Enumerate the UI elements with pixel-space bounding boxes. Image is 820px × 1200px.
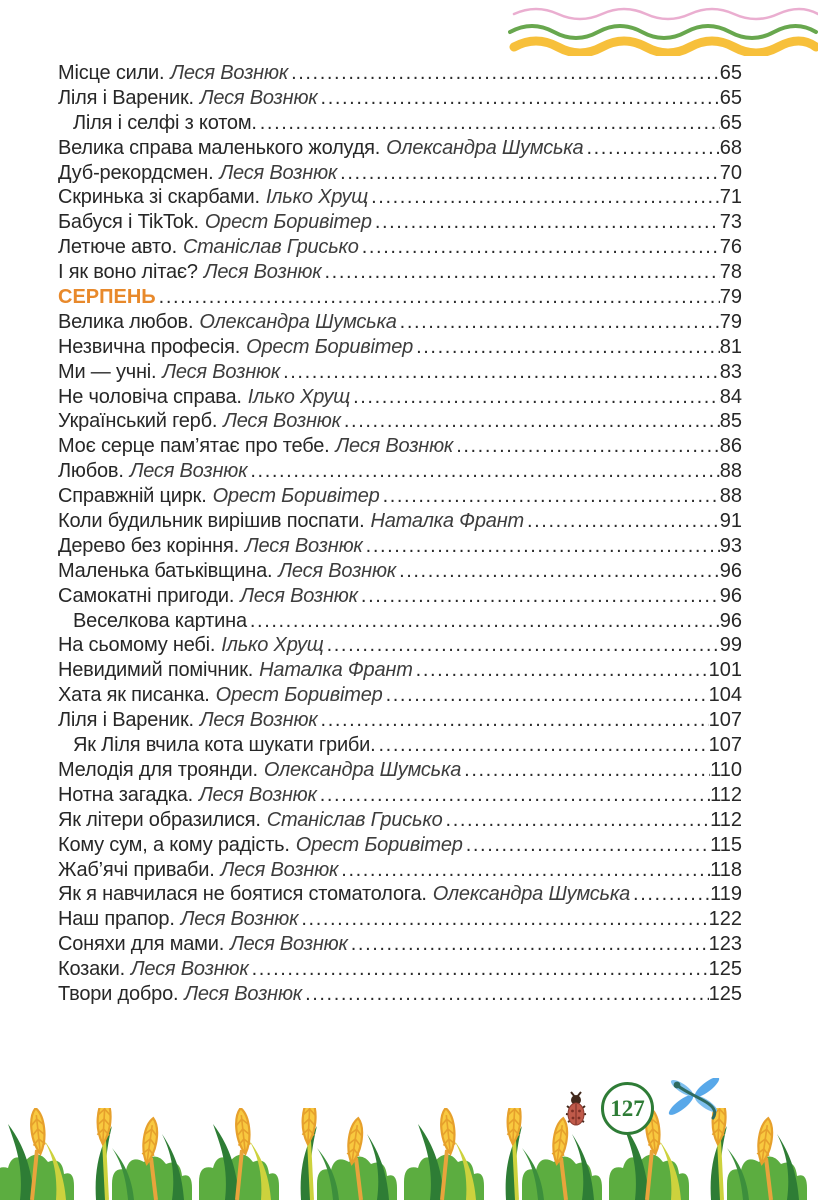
toc-row (58, 584, 742, 609)
toc-title: Нотна загадка. (58, 783, 194, 806)
toc-page-number: 68 (719, 136, 742, 159)
dot-leader (338, 858, 710, 883)
dot-leader (380, 484, 720, 509)
wave-decoration (508, 2, 818, 56)
dot-leader (298, 907, 708, 932)
toc-row (58, 111, 742, 136)
toc-row (58, 434, 742, 459)
toc-row (58, 210, 742, 235)
toc-page-number: 101 (708, 659, 742, 682)
toc-title: Наш прапор. (58, 908, 175, 931)
toc-row (58, 534, 742, 559)
toc-title: СЕРПЕНЬ (58, 286, 156, 309)
toc-title: Ми — учні. (58, 360, 157, 383)
toc-author: Леся Вознюк (162, 360, 281, 383)
toc-page-number: 71 (719, 186, 742, 209)
toc-page-number: 85 (719, 410, 742, 433)
toc-page-number: 79 (719, 286, 742, 309)
dot-leader (324, 633, 720, 658)
toc-row (58, 136, 742, 161)
toc-page-number: 122 (708, 908, 742, 931)
toc-page-number: 88 (719, 485, 742, 508)
toc-row (58, 310, 742, 335)
toc-page-number: 115 (710, 833, 742, 856)
toc-row (58, 484, 742, 509)
dot-leader (350, 385, 720, 410)
dot-leader (156, 285, 720, 310)
dot-leader (396, 559, 720, 584)
toc-row (58, 808, 742, 833)
toc-author: Ілько Хрущ (265, 186, 369, 209)
toc-row (58, 285, 742, 310)
toc-title: Моє серце пам’ятає про тебе. (58, 435, 330, 458)
toc-row (58, 907, 742, 932)
toc-title: Веселкова картина (73, 609, 247, 632)
toc-author: Леся Вознюк (184, 982, 303, 1005)
toc-author: Наталка Франт (370, 510, 524, 533)
toc-page-number: 118 (710, 858, 742, 881)
toc-title: Жаб’ячі приваби. (58, 858, 215, 881)
toc-title: Велика любов. (58, 310, 194, 333)
dot-leader (341, 409, 720, 434)
toc-page-number: 65 (719, 62, 742, 84)
toc-author: Леся Вознюк (199, 709, 318, 732)
toc-row (58, 683, 742, 708)
toc-author: Орест Боривітер (246, 335, 414, 358)
toc-author: Леся Вознюк (203, 261, 322, 284)
toc-title: Самокатні пригоди. (58, 584, 235, 607)
toc-title: На сьомому небі. (58, 634, 216, 657)
toc-page-number: 86 (719, 435, 742, 458)
toc-title: Любов. (58, 460, 124, 483)
toc-author: Леся Вознюк (219, 161, 338, 184)
toc-row (58, 858, 742, 883)
toc-title: Хата як писанка. (58, 684, 210, 707)
toc-page-number: 78 (719, 261, 742, 284)
toc-author: Олександра Шумська (263, 758, 462, 781)
toc-author: Ілько Хрущ (247, 385, 351, 408)
dot-leader (317, 783, 710, 808)
wave-pink (514, 9, 818, 19)
page-number: 127 (610, 1095, 645, 1121)
toc-row (58, 61, 742, 86)
toc-row (58, 235, 742, 260)
toc-author: Леся Вознюк (199, 783, 317, 806)
page-number-badge (601, 1082, 654, 1135)
dot-leader (358, 584, 720, 609)
toc-page-number: 65 (719, 86, 742, 109)
toc-row (58, 409, 742, 434)
toc-author: Олександра Шумська (199, 310, 397, 333)
toc-title: Мелодія для троянди. (58, 758, 258, 781)
toc-page-number: 99 (719, 634, 742, 657)
toc-title: Твори добро. (58, 982, 179, 1005)
dot-leader (461, 758, 710, 783)
wave-yellow (514, 41, 816, 53)
toc-author: Орест Боривітер (215, 684, 383, 707)
dot-leader (413, 335, 720, 360)
toc-author: Станіслав Грисько (266, 808, 443, 831)
toc-row (58, 609, 742, 634)
toc-page-number: 96 (719, 559, 742, 582)
toc-author: Наталка Франт (259, 659, 413, 682)
dot-leader (302, 982, 709, 1007)
toc-title: Летюче авто. (58, 236, 177, 259)
toc-author: Орест Боривітер (204, 211, 372, 234)
toc-title: Кому сум, а кому радість. (58, 833, 290, 856)
toc-title: Як я навчилася не боятися стоматолога. (58, 883, 427, 906)
toc-author: Станіслав Грисько (182, 236, 359, 259)
dragonfly-icon (668, 1078, 726, 1122)
toc-page-number: 84 (719, 385, 742, 408)
dot-leader (257, 111, 720, 136)
toc-title: Ліля і Вареник. (58, 86, 194, 109)
toc-title: Ліля і селфі з котом. (73, 111, 257, 134)
toc-title: Ліля і Вареник. (58, 709, 194, 732)
wave-green (510, 26, 816, 38)
dot-leader (288, 61, 720, 86)
toc-row (58, 783, 742, 808)
toc-row (58, 932, 742, 957)
dot-leader (249, 957, 709, 982)
toc-page-number: 79 (719, 310, 742, 333)
toc-page-number: 104 (708, 684, 742, 707)
toc-row (58, 161, 742, 186)
toc-row (58, 385, 742, 410)
toc-row (58, 509, 742, 534)
toc-title: Маленька батьківщина. (58, 559, 273, 582)
toc-row (58, 708, 742, 733)
toc-row (58, 658, 742, 683)
toc-author: Леся Вознюк (230, 933, 348, 956)
dot-leader (318, 708, 709, 733)
dot-leader (247, 609, 720, 634)
toc-page-number: 88 (719, 460, 742, 483)
toc-title: Місце сили. (58, 62, 165, 84)
toc-row (58, 459, 742, 484)
dot-leader (359, 235, 720, 260)
beetle-icon (563, 1088, 589, 1128)
toc-row (58, 957, 742, 982)
toc-title: Український герб. (58, 410, 218, 433)
toc-title: Дуб-рекордсмен. (58, 161, 214, 184)
toc-page-number: 73 (719, 211, 742, 234)
toc-row (58, 185, 742, 210)
toc-page-number: 93 (719, 534, 742, 557)
dot-leader (376, 733, 709, 758)
toc-author: Леся Вознюк (180, 908, 299, 931)
toc-page-number: 96 (719, 584, 742, 607)
toc-title: Бабуся і TikTok. (58, 211, 199, 234)
toc-row (58, 733, 742, 758)
toc-author: Леся Вознюк (278, 559, 397, 582)
toc-title: Велика справа маленького жолудя. (58, 136, 381, 159)
toc-title: Як літери образилися. (58, 808, 261, 831)
dot-leader (348, 932, 709, 957)
dot-leader (397, 310, 720, 335)
toc-title: Дерево без коріння. (58, 534, 239, 557)
dot-leader (318, 86, 720, 111)
toc-author: Леся Вознюк (223, 410, 341, 433)
toc-page-number: 119 (710, 883, 742, 906)
dot-leader (583, 136, 719, 161)
toc-author: Орест Боривітер (295, 833, 463, 856)
dot-leader (337, 161, 720, 186)
dot-leader (413, 658, 709, 683)
toc-title: Невидимий помічник. (58, 659, 254, 682)
toc-page-number: 96 (719, 609, 742, 632)
toc-page-number: 110 (710, 758, 742, 781)
toc-author: Леся Вознюк (170, 62, 289, 84)
toc-author: Орест Боривітер (212, 485, 380, 508)
dot-leader (443, 808, 711, 833)
toc-page-number: 125 (708, 958, 742, 981)
dot-leader (383, 683, 709, 708)
dot-leader (524, 509, 720, 534)
toc-page-number: 76 (719, 236, 742, 259)
toc-page-number: 112 (710, 783, 742, 806)
toc-page-number: 83 (719, 360, 742, 383)
dot-leader (372, 210, 720, 235)
toc-author: Леся Вознюк (220, 858, 339, 881)
toc-title: Незвична професія. (58, 335, 241, 358)
toc-title: І як воно літає? (58, 261, 198, 284)
toc-author: Ілько Хрущ (221, 634, 324, 657)
toc-row (58, 758, 742, 783)
toc-page-number: 123 (708, 933, 742, 956)
toc-page-number: 112 (710, 808, 742, 831)
toc-page-number: 70 (719, 161, 742, 184)
toc-page-number: 107 (708, 709, 742, 732)
dot-leader (368, 185, 720, 210)
toc-author: Леся Вознюк (244, 534, 363, 557)
toc-row (58, 86, 742, 111)
toc-row (58, 360, 742, 385)
toc-row (58, 882, 742, 907)
toc-list (58, 61, 742, 1007)
dot-leader (280, 360, 720, 385)
toc-author: Леся Вознюк (335, 435, 454, 458)
toc-title: Не чоловіча справа. (58, 385, 242, 408)
toc-row (58, 633, 742, 658)
toc-row (58, 559, 742, 584)
dot-leader (463, 833, 710, 858)
toc-title: Скринька зі скарбами. (58, 186, 260, 209)
toc-author: Леся Вознюк (240, 584, 358, 607)
toc-title: Як Ліля вчила кота шукати гриби. (73, 734, 376, 757)
toc-page-number: 81 (719, 335, 742, 358)
toc-page-number: 65 (719, 111, 742, 134)
toc-author: Леся Вознюк (130, 958, 249, 981)
toc-row (58, 260, 742, 285)
dot-leader (363, 534, 720, 559)
toc-author: Олександра Шумська (386, 136, 584, 159)
dot-leader (630, 882, 710, 907)
toc-row (58, 982, 742, 1007)
toc-row (58, 833, 742, 858)
toc-page-number: 107 (708, 734, 742, 757)
toc-row (58, 335, 742, 360)
toc-page-number: 125 (708, 982, 742, 1005)
toc-title: Козаки. (58, 958, 125, 981)
toc-title: Соняхи для мами. (58, 933, 225, 956)
toc-author: Олександра Шумська (432, 883, 631, 906)
dot-leader (247, 459, 719, 484)
dot-leader (453, 434, 720, 459)
toc-title: Коли будильник вирішив поспати. (58, 510, 365, 533)
toc-page-number: 91 (719, 510, 742, 533)
dot-leader (322, 260, 720, 285)
toc-title: Справжній цирк. (58, 485, 207, 508)
toc-author: Леся Вознюк (129, 460, 248, 483)
toc-author: Леся Вознюк (199, 86, 318, 109)
